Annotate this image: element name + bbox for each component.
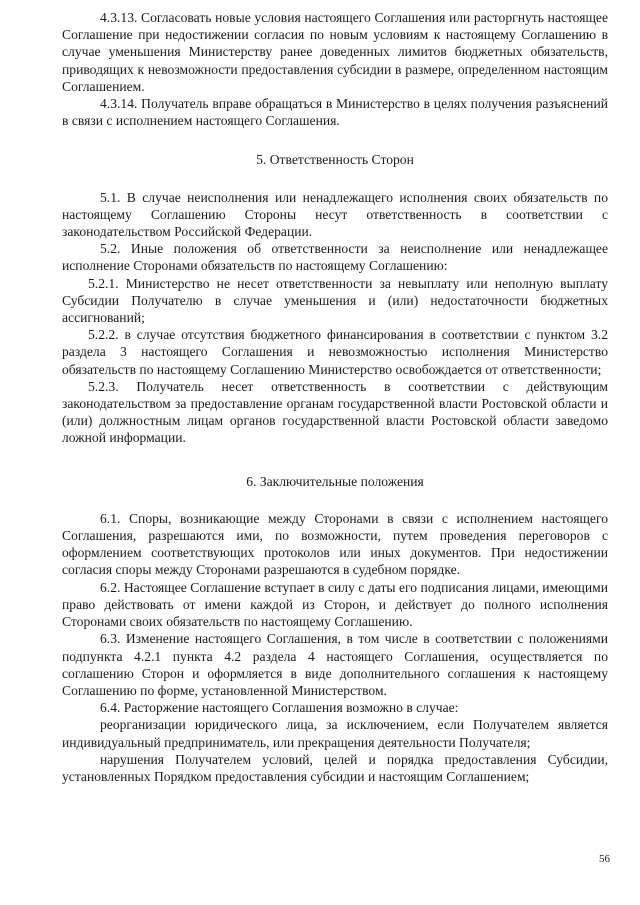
clause-5-2-3: 5.2.3. Получатель несет ответственность в соответствии с действующим законодательством за предоставление органам государственной власти Ростовской области и (или) должностным лицам органов государственной власти Ростовской области заведомо ложной информации. xyxy=(62,378,608,446)
section-5-heading: 5. Ответственность Сторон xyxy=(256,152,414,168)
clause-6-1: 6.1. Споры, возникающие между Сторонами в связи с исполнением настоящего Соглашения, разрешаются ими, по возможности, путем проведения переговоров с оформлением соответствующих протоколов или иных документов. При недостижении согласия споры между Сторонами разрешаются в судебном порядке. xyxy=(62,510,608,578)
page-number: 56 xyxy=(599,853,610,865)
clause-6-3: 6.3. Изменение настоящего Соглашения, в том числе в соответствии с положениями подпункта 4.2.1 пункта 4.2 раздела 4 настоящего Соглашения, осуществляется по соглашению Сторон и оформляется в виде дополнительного соглашения к настоящему Соглашению по форме, установленной Министерством. xyxy=(62,631,608,698)
clause-5-2: 5.2. Иные положения об ответственности за неисполнение или ненадлежащее исполнение Сторонами обязательств по настоящему Соглашению: xyxy=(62,241,608,274)
clause-6-4-item-violation: нарушения Получателем условий, целей и порядка предоставления Субсидии, установленных Порядком предоставления субсидии и настоящим Соглашением; xyxy=(62,751,608,784)
clause-4-3-14: 4.3.14. Получатель вправе обращаться в Министерство в целях получения разъяснений в связи с исполнением настоящего Соглашения. xyxy=(62,96,608,129)
clause-5-2-1: 5.2.1. Министерство не несет ответственности за невыплату или неполную выплату Субсидии Получателю в случае уменьшения и (или) недостаточности бюджетных ассигнований; xyxy=(62,275,608,326)
page-content xyxy=(62,0,608,785)
clause-5-2-2: 5.2.2. в случае отсутствия бюджетного финансирования в соответствии с пунктом 3.2 раздела 3 настоящего Соглашения и невозможностью исполнения Министерство обязательств по настоящему Соглашению Министерство освобождается от ответственности; xyxy=(62,327,608,377)
clause-4-3-13: 4.3.13. Согласовать новые условия настоящего Соглашения или расторгнуть настоящее Соглашение при недостижении согласия по новым условиям к настоящему Соглашению в случае уменьшения Министерству ранее доведенных лимитов бюджетных обязательств, приводящих к невозможности предоставления субсидии в размере, определенном настоящим Соглашением. xyxy=(62,10,608,94)
clause-6-2: 6.2. Настоящее Соглашение вступает в силу с даты его подписания лицами, имеющими право действовать от имени каждой из Сторон, и действует до полного исполнения Сторонами своих обязательств по настоящему Соглашению. xyxy=(62,579,608,630)
clause-6-4: 6.4. Расторжение настоящего Соглашения возможно в случае: xyxy=(100,700,459,716)
section-6-heading: 6. Заключительные положения xyxy=(246,473,424,489)
clause-5-1: 5.1. В случае неисполнения или ненадлежащего исполнения своих обязательств по настоящему Соглашению Стороны несут ответственность в соответствии с законодательством Российской Федерации. xyxy=(62,189,608,240)
clause-6-4-item-reorganization: реорганизации юридического лица, за исключением, если Получателем является индивидуальный предприниматель, или прекращения деятельности Получателя; xyxy=(62,717,608,750)
